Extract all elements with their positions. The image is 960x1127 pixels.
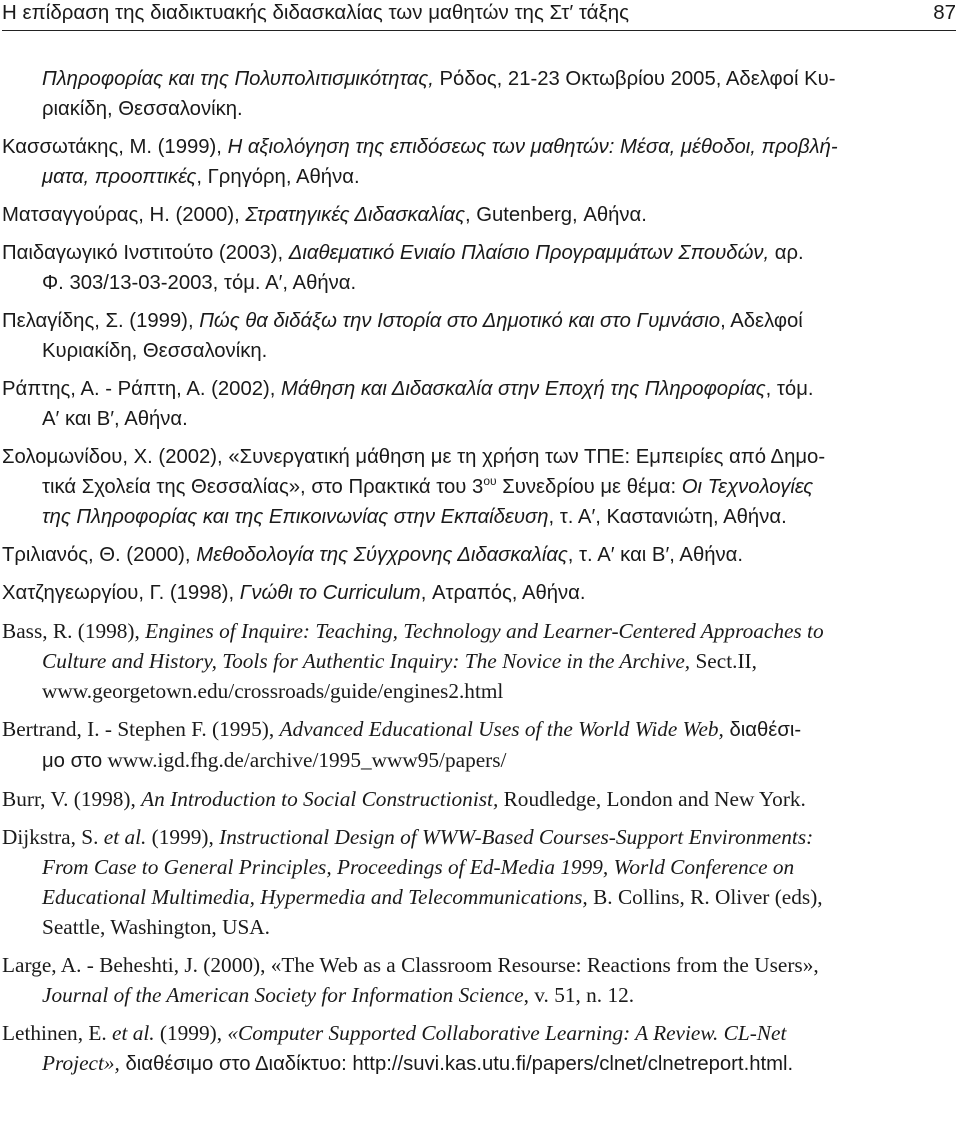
superscript: ου	[483, 474, 497, 488]
reference-text: , v. 51, n. 12.	[523, 983, 635, 1007]
reference-item	[2, 822, 956, 942]
reference-title: Μάθηση και Διδασκαλία στην Εποχή της Πληροφορίας	[281, 378, 766, 400]
reference-item	[2, 132, 956, 192]
reference-title: Οι Τεχνολογίες	[681, 476, 814, 498]
reference-text: Large, A. - Beheshti, J. (2000), «The Web as a Classroom Resourse: Reactions from the Users»,	[2, 953, 819, 977]
reference-text: (1999),	[154, 1021, 228, 1045]
reference-text: αρ.	[769, 242, 804, 264]
running-title: Η επίδραση της διαδικτυακής διδασκαλίας των μαθητών της Στ′ τάξης	[2, 1, 629, 24]
reference-item	[2, 64, 956, 124]
reference-author: Bertrand, I. - Stephen F. (1995),	[2, 717, 280, 741]
reference-title: Engines of Inquire: Teaching, Technology and Learner-Centered Approaches to	[145, 619, 824, 643]
reference-title: Project»,	[42, 1051, 120, 1075]
reference-text: Seattle, Washington, USA.	[42, 915, 271, 939]
reference-text: Roudledge, London and New York.	[498, 787, 806, 811]
reference-author: Dijkstra, S.	[2, 825, 104, 849]
reference-title: An Introduction to Social Constructionist,	[141, 787, 499, 811]
reference-author: Lethinen, E.	[2, 1021, 112, 1045]
reference-text: , τόμ.	[765, 378, 814, 400]
reference-item	[2, 784, 956, 814]
reference-text: διαθέσιμο στο Διαδίκτυο:	[119, 1053, 353, 1075]
reference-text: , Gutenberg, Αθήνα.	[464, 204, 647, 226]
reference-text: τικά Σχολεία της Θεσσαλίας», στο Πρακτικά του 3	[42, 476, 484, 498]
reference-title: Μεθοδολογία της Σύγχρονης Διδασκαλίας	[196, 544, 568, 566]
reference-title: Instructional Design of WWW-Based Courses-Support Environments:	[219, 825, 814, 849]
reference-author: Παιδαγωγικό Ινστιτούτο (2003),	[2, 242, 289, 264]
running-header	[2, 0, 956, 31]
reference-item	[2, 200, 956, 230]
reference-author: Πελαγίδης, Σ. (1999),	[2, 310, 200, 332]
reference-text: μο στο	[42, 750, 103, 772]
reference-item	[2, 238, 956, 298]
reference-author: Τριλιανός, Θ. (2000),	[2, 544, 197, 566]
reference-text: ριακίδη, Θεσσαλονίκη.	[42, 98, 243, 120]
reference-text: Α′ και Β′, Αθήνα.	[42, 408, 188, 430]
reference-url: www.igd.fhg.de/archive/1995_www95/papers/	[102, 748, 507, 772]
reference-text: Σολομωνίδου, Χ. (2002), «Συνεργατική μάθηση με τη χρήση των ΤΠΕ: Εμπειρίες από Δημο-	[2, 446, 826, 468]
reference-text: Sect.II,	[690, 649, 757, 673]
reference-title: Journal of the American Society for Information Science	[42, 983, 524, 1007]
reference-title: Γνώθι το Curriculum	[239, 582, 421, 604]
reference-item	[2, 374, 956, 434]
reference-text: B. Collins, R. Oliver (eds),	[587, 885, 823, 909]
reference-text: , Γρηγόρη, Αθήνα.	[196, 166, 360, 188]
reference-title: Στρατηγικές Διδασκαλίας	[245, 204, 465, 226]
page-number: 87	[933, 1, 956, 24]
reference-text: (1999),	[146, 825, 220, 849]
reference-text: , τ. Α′, Καστανιώτη, Αθήνα.	[548, 506, 787, 528]
reference-item	[2, 714, 956, 776]
reference-text: Συνεδρίου με θέμα:	[496, 476, 682, 498]
reference-title: της Πληροφορίας και της Επικοινωνίας στην Εκπαίδευση	[42, 506, 549, 528]
reference-text: Κυριακίδη, Θεσσαλονίκη.	[42, 340, 268, 362]
reference-title: From Case to General Principles, Proceedings of Ed-Media 1999, World Conference on	[42, 855, 795, 879]
reference-item	[2, 442, 956, 532]
reference-etal: et al.	[103, 825, 147, 849]
reference-text: , Ατραπός, Αθήνα.	[420, 582, 586, 604]
reference-author: Κασσωτάκης, Μ. (1999),	[2, 136, 228, 158]
reference-url: http://suvi.kas.utu.fi/papers/clnet/clnetreport.html.	[352, 1053, 794, 1075]
reference-item	[2, 306, 956, 366]
reference-title: Διαθεματικό Ενιαίο Πλαίσιο Προγραμμάτων Σπουδών,	[288, 242, 770, 264]
reference-author: Ράπτης, Α. - Ράπτη, Α. (2002),	[2, 378, 282, 400]
reference-text: , τ. Α′ και Β′, Αθήνα.	[567, 544, 744, 566]
reference-etal: et al.	[112, 1021, 155, 1045]
reference-title: Culture and History, Tools for Authentic Inquiry: The Novice in the Archive,	[42, 649, 691, 673]
reference-text: Ρόδος, 21-23 Οκτωβρίου 2005, Αδελφοί Κυ-	[433, 68, 836, 90]
reference-author: Burr, V. (1998),	[2, 787, 142, 811]
reference-title: Πληροφορίας και της Πολυπολιτισμικότητας,	[42, 68, 434, 90]
reference-item	[2, 616, 956, 706]
reference-title: Η αξιολόγηση της επιδόσεως των μαθητών: Μέσα, μέθοδοι, προβλή-	[227, 136, 838, 158]
reference-item	[2, 950, 956, 1010]
reference-item	[2, 540, 956, 570]
reference-title: Advanced Educational Uses of the World Wide Web,	[279, 717, 724, 741]
reference-item	[2, 1018, 956, 1079]
reference-list	[2, 64, 956, 1087]
reference-text: , Αδελφοί	[720, 310, 803, 332]
reference-text: Φ. 303/13-03-2003, τόμ. Α′, Αθήνα.	[42, 272, 357, 294]
reference-title: ματα, προοπτικές	[42, 166, 197, 188]
reference-text: διαθέσι-	[723, 719, 802, 741]
reference-title: Educational Multimedia, Hypermedia and Telecommunications,	[42, 885, 588, 909]
reference-url: www.georgetown.edu/crossroads/guide/engines2.html	[42, 679, 504, 703]
reference-title: Πώς θα διδάξω την Ιστορία στο Δημοτικό και στο Γυμνάσιο	[199, 310, 721, 332]
reference-title: «Computer Supported Collaborative Learning: A Review. CL-Net	[227, 1021, 787, 1045]
reference-author: Χατζηγεωργίου, Γ. (1998),	[2, 582, 240, 604]
reference-author: Ματσαγγούρας, Η. (2000),	[2, 204, 246, 226]
reference-item	[2, 578, 956, 608]
reference-author: Bass, R. (1998),	[2, 619, 146, 643]
